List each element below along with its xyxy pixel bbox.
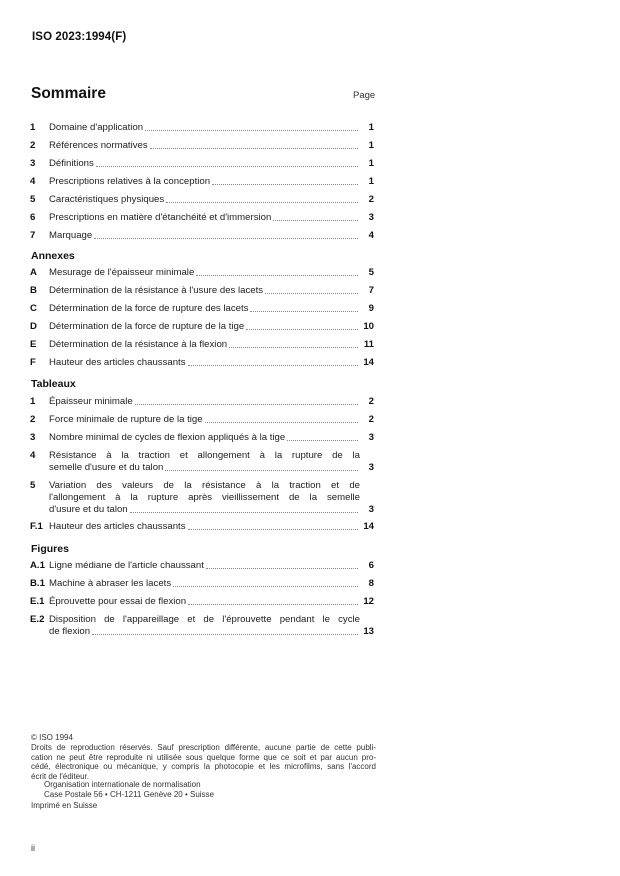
toc-entry-page: 11 bbox=[363, 339, 374, 350]
toc-entry-number: 7 bbox=[30, 230, 36, 241]
toc-entry-page: 1 bbox=[368, 122, 374, 133]
toc-entry-page: 1 bbox=[368, 158, 374, 169]
toc-entry-number: 3 bbox=[30, 158, 36, 169]
toc-entry-number: 1 bbox=[30, 396, 36, 407]
toc-entry-number: A.1 bbox=[30, 560, 45, 571]
toc-entry-number: F.1 bbox=[30, 521, 43, 532]
rights-text-line: écrit de l'éditeur. bbox=[31, 772, 90, 782]
toc-entry-number: A bbox=[30, 267, 37, 278]
toc-entry-label: Détermination de la résistance à la flexion bbox=[49, 339, 228, 350]
toc-entry-label: Éprouvette pour essai de flexion bbox=[49, 596, 187, 607]
toc-entry-number: B bbox=[30, 285, 37, 296]
toc-entry-page: 14 bbox=[363, 357, 374, 368]
toc-entry-page: 3 bbox=[368, 504, 374, 515]
toc-entry-page: 1 bbox=[368, 176, 374, 187]
tableaux-heading: Tableaux bbox=[31, 378, 76, 390]
toc-entry-label-line1b: l'allongement à la rupture après vieillissement de la semelle bbox=[49, 492, 360, 503]
toc-entry-page: 2 bbox=[368, 194, 374, 205]
toc-entry-number: 4 bbox=[30, 450, 36, 461]
document-id: ISO 2023:1994(F) bbox=[32, 31, 127, 43]
toc-entry-number: E.1 bbox=[30, 596, 45, 607]
toc-entry-number: 3 bbox=[30, 432, 36, 443]
toc-entry-number: E bbox=[30, 339, 37, 350]
toc-entry-label-line1: Résistance à la traction et allongement à la rupture de la bbox=[49, 450, 360, 461]
toc-entry-page: 7 bbox=[368, 285, 374, 296]
toc-entry-label: Hauteur des articles chaussants bbox=[49, 357, 186, 368]
toc-entry-label: Prescriptions en matière d'étanchéité et d'immersion bbox=[49, 212, 272, 223]
toc-entry-number: 5 bbox=[30, 194, 36, 205]
toc-entry-label-line2: d'usure et du talon bbox=[49, 504, 128, 515]
toc-entry-page: 3 bbox=[368, 432, 374, 443]
toc-entry-number: 5 bbox=[30, 480, 36, 491]
toc-entry-page: 8 bbox=[368, 578, 374, 589]
toc-entry-label: Marquage bbox=[49, 230, 93, 241]
toc-entry-label: Caractéristiques physiques bbox=[49, 194, 165, 205]
toc-entry-label: Machine à abraser les lacets bbox=[49, 578, 172, 589]
organisation-block bbox=[44, 780, 214, 799]
toc-entry-label: Force minimale de rupture de la tige bbox=[49, 414, 203, 425]
toc-entry-number: C bbox=[30, 303, 37, 314]
toc-entry-page: 6 bbox=[368, 560, 374, 571]
rights-text-line: cation ne peut être reproduite ni utilisée sous quelque forme que ce soit et par aucun pro- bbox=[31, 752, 376, 762]
toc-entry-number: 2 bbox=[30, 140, 36, 151]
toc-entry-label: Hauteur des articles chaussants bbox=[49, 521, 186, 532]
toc-entry-label: Définitions bbox=[49, 158, 94, 169]
toc-entry-number: 2 bbox=[30, 414, 36, 425]
toc-entry-number: 6 bbox=[30, 212, 36, 223]
toc-entry-label-line2: semelle d'usure et du talon bbox=[49, 462, 164, 473]
toc-entry-label: Nombre minimal de cycles de flexion appliqués à la tige bbox=[49, 432, 286, 443]
toc-entry-number: F bbox=[30, 357, 36, 368]
toc-entry-number: 1 bbox=[30, 122, 36, 133]
toc-entry-label: Prescriptions relatives à la conception bbox=[49, 176, 211, 187]
toc-entry-label-line1: Variation des valeurs de la résistance à la traction et de bbox=[49, 480, 360, 491]
toc-entry-page: 9 bbox=[368, 303, 374, 314]
toc-entry-page: 3 bbox=[368, 462, 374, 473]
toc-entry-page: 14 bbox=[363, 521, 374, 532]
rights-text-line: cédé, électronique ou mécanique, y compris la photocopie et les microfilms, sans l'accord bbox=[31, 762, 376, 772]
toc-title: Sommaire bbox=[31, 85, 106, 102]
toc-entry-label: Mesurage de l'épaisseur minimale bbox=[49, 267, 195, 278]
toc-entry-page: 12 bbox=[363, 596, 374, 607]
toc-entry-page: 1 bbox=[368, 140, 374, 151]
toc-entry-label: Détermination de la résistance à l'usure des lacets bbox=[49, 285, 264, 296]
rights-text-line: Droits de reproduction réservés. Sauf prescription différente, aucune partie de cette publi- bbox=[31, 742, 376, 752]
printed-in: Imprimé en Suisse bbox=[31, 801, 98, 810]
toc-entry-label: Ligne médiane de l'article chaussant bbox=[49, 560, 204, 571]
toc-entry-page: 5 bbox=[368, 267, 374, 278]
toc-entry-label: Détermination de la force de rupture de la tige bbox=[49, 321, 245, 332]
annexes-heading: Annexes bbox=[31, 250, 75, 262]
page-column-label: Page bbox=[353, 90, 376, 101]
organisation-name: Organisation internationale de normalisation bbox=[44, 780, 201, 789]
copyright-notice bbox=[31, 733, 376, 782]
toc-entry-page: 2 bbox=[368, 396, 374, 407]
toc-entry-page: 3 bbox=[368, 212, 374, 223]
toc-entry-label-line2: de flexion bbox=[49, 626, 91, 637]
toc-entry-label: Épaisseur minimale bbox=[49, 396, 133, 407]
organisation-address: Case Postale 56 • CH-1211 Genève 20 • Suisse bbox=[44, 789, 214, 799]
figures-heading: Figures bbox=[31, 543, 69, 555]
copyright-line: © ISO 1994 bbox=[31, 733, 73, 742]
toc-entry-number: 4 bbox=[30, 176, 36, 187]
page-number: ii bbox=[31, 843, 35, 853]
toc-entry-label: Références normatives bbox=[49, 140, 148, 151]
toc-entry-label: Détermination de la force de rupture des lacets bbox=[49, 303, 249, 314]
toc-entry-number: D bbox=[30, 321, 37, 332]
toc-entry-page: 2 bbox=[368, 414, 374, 425]
toc-entry-label: Domaine d'application bbox=[49, 122, 144, 133]
toc-entry-number: E.2 bbox=[30, 614, 45, 625]
toc-entry-page: 13 bbox=[363, 626, 374, 637]
toc-entry-number: B.1 bbox=[30, 578, 45, 589]
toc-entry-page: 4 bbox=[368, 230, 374, 241]
toc-entry-page: 10 bbox=[363, 321, 374, 332]
toc-entry-label-line1: Disposition de l'appareillage et de l'éprouvette pendant le cycle bbox=[49, 614, 360, 625]
